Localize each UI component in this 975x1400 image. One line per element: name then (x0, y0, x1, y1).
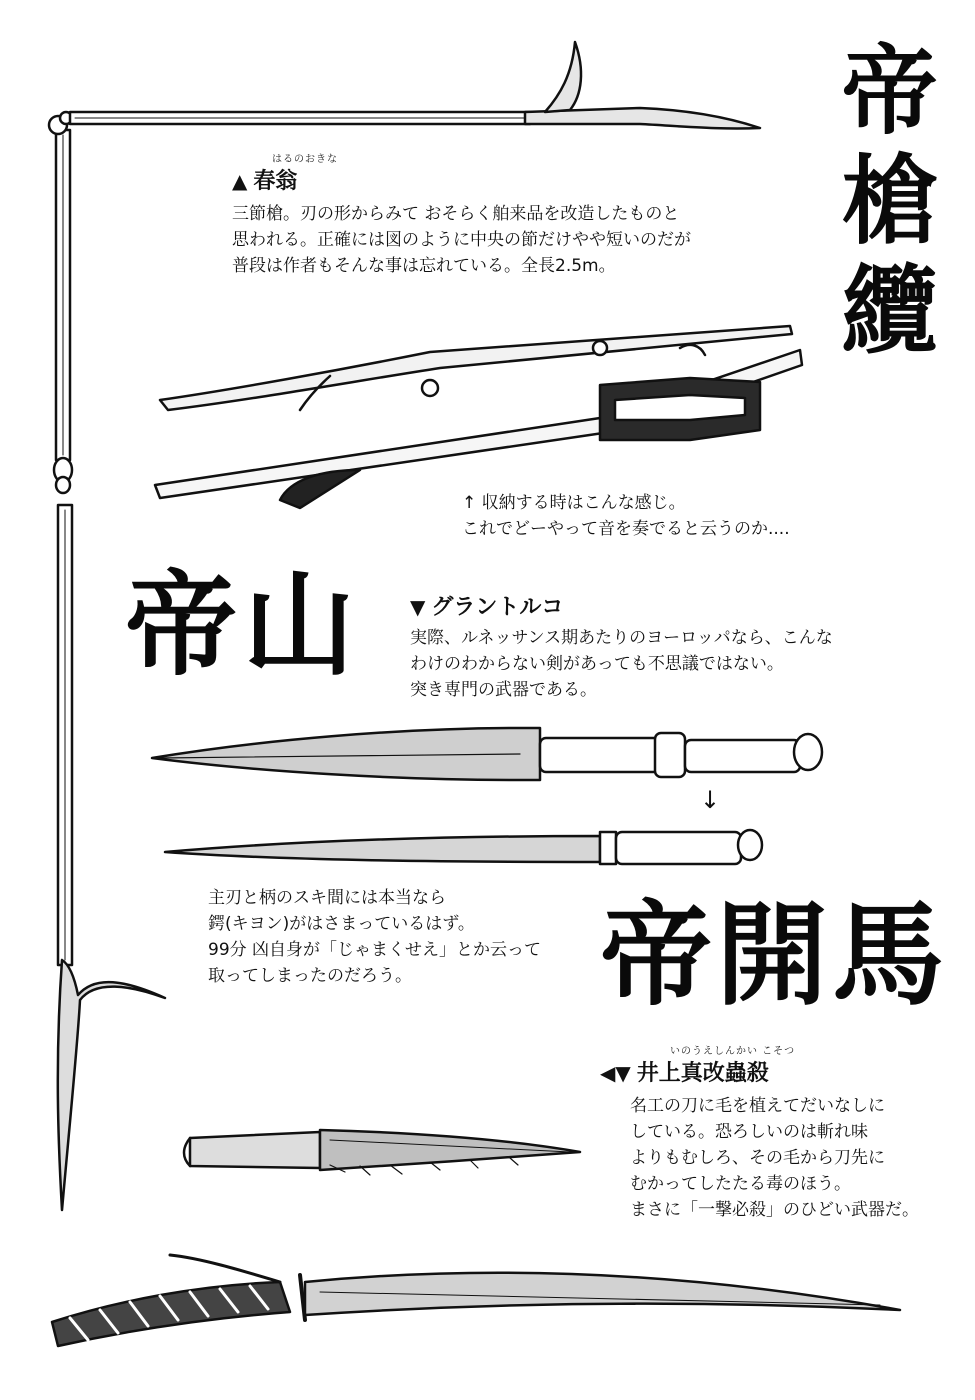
spear-ruby: はるのおきな (272, 154, 338, 165)
dagger-entry (600, 1042, 970, 1223)
triangle-left-down-icon: ◀▼ (600, 1061, 631, 1085)
stored-spear-drawing (155, 326, 802, 508)
spear-title: 春翁 (253, 169, 298, 194)
triangle-down-icon: ▼ (410, 595, 426, 619)
dagger-title: 井上真改蟲殺 (636, 1061, 769, 1086)
dagger-ruby: いのうえしんかい こそつ (670, 1046, 796, 1057)
spear-entry (232, 150, 792, 279)
svg-text:↓: ↓ (700, 786, 721, 814)
gran-turco-sword-drawing (152, 728, 822, 814)
dagger-description: 名工の刀に毛を植えてだいなしに している。恐ろしいのは斬れ味 よりもむしろ、その毛から刀先に むかってしたたる毒のほう。 まさに「一撃必殺」のひどい武器だ。 (630, 1096, 919, 1220)
katana-drawing (52, 1255, 900, 1346)
hairy-dagger-drawing (184, 1130, 580, 1175)
storage-note: ↑ 収納する時はこんな感じ。 これでどーやって音を奏でると云うのか.... (462, 493, 790, 539)
gran-turco-sword-no-guard-drawing (165, 830, 762, 864)
sword-title: グラントルコ (431, 595, 564, 620)
calligraphy-title-middle: 帝山 (125, 560, 361, 691)
calligraphy-title-vertical: 帝槍纜 (826, 40, 939, 370)
spear-description: 三節槍。刃の形からみて おそらく舶来品を改造したものと 思われる。正確には図のように中央の節だけやや短いのだが 普段は作者もそんな事は忘れている。全長2.5m。 (232, 204, 691, 276)
dagger-title-row (600, 1056, 970, 1087)
calligraphy-title-bottom: 帝開馬 (600, 890, 948, 1021)
spear-title-row (232, 164, 792, 195)
triangle-up-icon: ▲ (232, 169, 248, 193)
sword-title-row (410, 590, 870, 621)
sword-entry (410, 590, 870, 703)
sword-description: 実際、ルネッサンス期あたりのヨーロッパなら、こんな わけのわからない剣があっても不思議ではない。 突き専門の武器である。 (410, 628, 833, 700)
guard-note: 主刃と柄のスキ間には本当なら 鍔(キヨン)がはさまっているはず。 99分 凶自身が「じゃまくせえ」とか云って 取ってしまったのだろう。 (208, 888, 542, 986)
